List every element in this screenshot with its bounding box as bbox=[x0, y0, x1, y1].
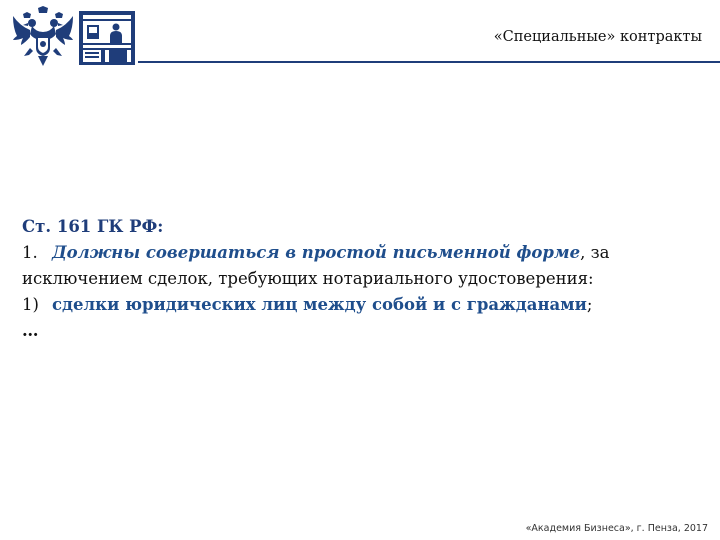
footer-text: «Академия Бизнеса», г. Пенза, 2017 bbox=[525, 523, 708, 534]
slide-content bbox=[22, 214, 702, 344]
list-item-2 bbox=[22, 292, 702, 318]
item-number: 1) bbox=[22, 295, 39, 314]
continuation-line: исключением сделок, требующих нотариального удостоверения: bbox=[22, 269, 594, 288]
item-highlight: Должны совершаться в простой письменной форме bbox=[52, 243, 581, 262]
market-stall-icon bbox=[78, 10, 136, 66]
ellipsis: … bbox=[22, 321, 39, 340]
item-number: 1. bbox=[22, 243, 38, 262]
header-title: «Специальные» контракты bbox=[493, 29, 702, 45]
list-item-1 bbox=[22, 240, 702, 266]
article-title: Ст. 161 ГК РФ: bbox=[22, 217, 164, 236]
header-divider bbox=[138, 61, 720, 63]
item-highlight: сделки юридических лиц между собой и с гражданами bbox=[52, 295, 587, 314]
item-rest: , за bbox=[580, 243, 610, 262]
coat-of-arms-icon bbox=[10, 6, 76, 68]
item-rest: ; bbox=[586, 295, 593, 314]
